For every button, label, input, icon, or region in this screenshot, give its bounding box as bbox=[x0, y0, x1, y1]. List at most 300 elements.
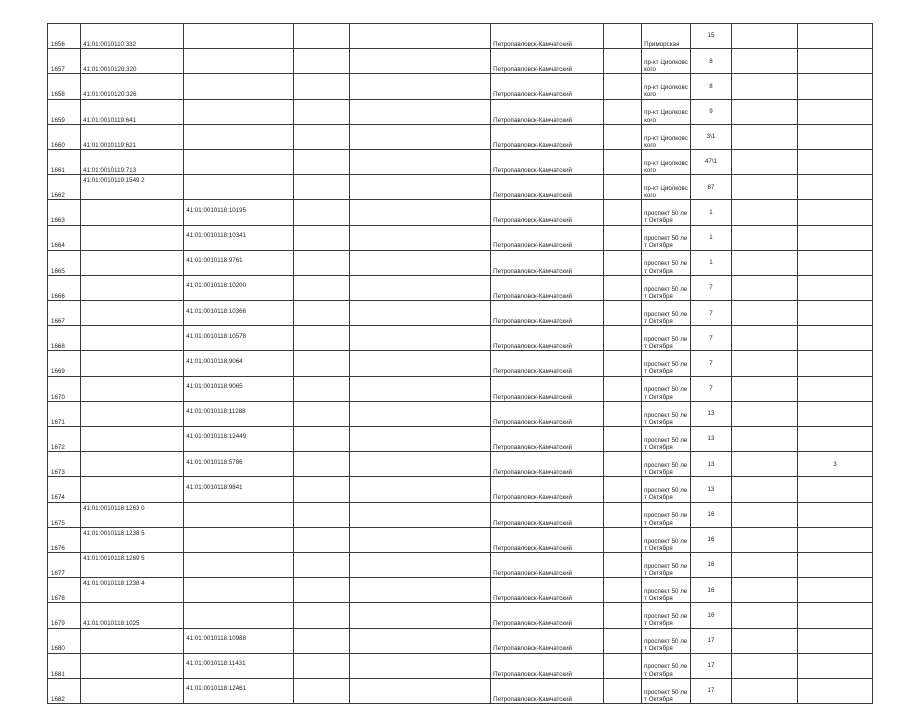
empty-cell bbox=[731, 603, 797, 628]
street-cell bbox=[642, 275, 691, 300]
city-name: Петропавловск-Камчатский bbox=[493, 40, 572, 48]
street-cell bbox=[642, 149, 691, 174]
street-cell bbox=[642, 502, 691, 527]
premises-cadastral-number-cell bbox=[184, 49, 293, 74]
table-row bbox=[48, 376, 873, 401]
city-cell bbox=[491, 24, 604, 49]
city-cell bbox=[491, 678, 604, 703]
street-cell bbox=[642, 326, 691, 351]
empty-cell bbox=[731, 275, 797, 300]
empty-cell bbox=[604, 351, 642, 376]
table-row bbox=[48, 502, 873, 527]
premises-cadastral-number: 41:01:0010118:10578 bbox=[186, 332, 247, 340]
street-cell bbox=[642, 603, 691, 628]
premises-cadastral-number-cell bbox=[184, 24, 293, 49]
row-number-cell bbox=[48, 552, 81, 577]
row-number: 1666 bbox=[51, 292, 65, 300]
premises-cadastral-number: 41:01:0010118:11288 bbox=[186, 408, 246, 416]
street-name: проспект 50 лет Октября bbox=[644, 613, 688, 628]
cadastral-number-cell bbox=[81, 149, 184, 174]
street-cell bbox=[642, 552, 691, 577]
house-number-cell bbox=[691, 527, 732, 552]
empty-cell bbox=[604, 24, 642, 49]
empty-cell bbox=[349, 427, 490, 452]
empty-cell bbox=[293, 603, 349, 628]
row-number-cell bbox=[48, 527, 81, 552]
street-cell bbox=[642, 653, 691, 678]
extra-value-cell bbox=[798, 351, 873, 376]
street-name: проспект 50 лет Октября bbox=[644, 688, 688, 703]
empty-cell bbox=[293, 250, 349, 275]
table-row bbox=[48, 326, 873, 351]
empty-cell bbox=[349, 603, 490, 628]
street-cell bbox=[642, 452, 691, 477]
premises-cadastral-number-cell bbox=[184, 326, 293, 351]
street-cell bbox=[642, 124, 691, 149]
city-name: Петропавловск-Камчатский bbox=[493, 343, 572, 351]
row-number-cell bbox=[48, 149, 81, 174]
empty-cell bbox=[349, 301, 490, 326]
house-number: 7 bbox=[709, 309, 713, 317]
empty-cell bbox=[349, 527, 490, 552]
street-cell bbox=[642, 49, 691, 74]
street-name: проспект 50 лет Октября bbox=[644, 512, 688, 527]
premises-cadastral-number: 41:01:0010118:10195 bbox=[186, 206, 247, 214]
city-cell bbox=[491, 477, 604, 502]
extra-value-cell bbox=[798, 401, 873, 426]
house-number-cell bbox=[691, 578, 732, 603]
row-number-cell bbox=[48, 250, 81, 275]
row-number-cell bbox=[48, 326, 81, 351]
cadastral-number: 41:01:0010120:326 bbox=[83, 91, 137, 99]
house-number-cell bbox=[691, 552, 732, 577]
empty-cell bbox=[731, 326, 797, 351]
table-row bbox=[48, 628, 873, 653]
row-number: 1680 bbox=[51, 645, 65, 653]
row-number-cell bbox=[48, 502, 81, 527]
premises-cadastral-number: 41:01:0010118:10366 bbox=[186, 307, 247, 315]
table-row bbox=[48, 275, 873, 300]
row-number-cell bbox=[48, 603, 81, 628]
street-name: Приморская bbox=[644, 40, 680, 48]
house-number: 13 bbox=[707, 460, 715, 468]
cadastral-number-cell bbox=[81, 552, 184, 577]
street-name: проспект 50 лет Октября bbox=[644, 663, 688, 678]
house-number-cell bbox=[691, 502, 732, 527]
row-number-cell bbox=[48, 376, 81, 401]
extra-value-cell bbox=[798, 149, 873, 174]
house-number: 1 bbox=[709, 208, 713, 216]
city-name: Петропавловск-Камчатский bbox=[493, 620, 572, 628]
empty-cell bbox=[293, 351, 349, 376]
cadastral-number-cell bbox=[81, 376, 184, 401]
street-name: пр-кт Циолковского bbox=[644, 184, 688, 200]
premises-cadastral-number: 41:01:0010118:9841 bbox=[186, 483, 243, 491]
table-row bbox=[48, 49, 873, 74]
table-row bbox=[48, 99, 873, 124]
cadastral-number-cell bbox=[81, 351, 184, 376]
empty-cell bbox=[293, 99, 349, 124]
row-number-cell bbox=[48, 175, 81, 200]
house-number: 47\1 bbox=[704, 158, 717, 166]
city-cell bbox=[491, 653, 604, 678]
empty-cell bbox=[349, 401, 490, 426]
row-number: 1661 bbox=[51, 166, 65, 174]
premises-cadastral-number: 41:01:0010118:10988 bbox=[186, 634, 247, 642]
row-number-cell bbox=[48, 477, 81, 502]
table-body bbox=[48, 24, 873, 704]
empty-cell bbox=[731, 376, 797, 401]
premises-cadastral-number-cell bbox=[184, 200, 293, 225]
table-row bbox=[48, 124, 873, 149]
house-number: 17 bbox=[707, 636, 715, 644]
row-number: 1669 bbox=[51, 368, 65, 376]
premises-cadastral-number-cell bbox=[184, 149, 293, 174]
cadastral-number-cell bbox=[81, 502, 184, 527]
empty-cell bbox=[731, 74, 797, 99]
row-number-cell bbox=[48, 74, 81, 99]
table-row bbox=[48, 24, 873, 49]
cadastral-number-cell bbox=[81, 275, 184, 300]
house-number-cell bbox=[691, 678, 732, 703]
empty-cell bbox=[604, 124, 642, 149]
house-number-cell bbox=[691, 175, 732, 200]
city-name: Петропавловск-Камчатский bbox=[493, 141, 572, 149]
empty-cell bbox=[293, 49, 349, 74]
empty-cell bbox=[293, 74, 349, 99]
row-number: 1668 bbox=[51, 343, 65, 351]
empty-cell bbox=[293, 628, 349, 653]
table-row bbox=[48, 175, 873, 200]
city-name: Петропавловск-Камчатский bbox=[493, 116, 572, 124]
extra-value-cell bbox=[798, 124, 873, 149]
empty-cell bbox=[604, 250, 642, 275]
premises-cadastral-number: 41:01:0010118:9064 bbox=[186, 357, 243, 365]
empty-cell bbox=[731, 401, 797, 426]
premises-cadastral-number-cell bbox=[184, 628, 293, 653]
premises-cadastral-number-cell bbox=[184, 124, 293, 149]
city-cell bbox=[491, 99, 604, 124]
cadastral-number: 41:01:0010118:1238 5 bbox=[83, 529, 145, 537]
extra-value: 3 bbox=[833, 460, 837, 468]
house-number-cell bbox=[691, 74, 732, 99]
house-number: 13 bbox=[707, 435, 715, 443]
cadastral-number: 41:01:0010119:713 bbox=[83, 166, 137, 174]
empty-cell bbox=[293, 502, 349, 527]
row-number: 1667 bbox=[51, 318, 65, 326]
row-number: 1659 bbox=[51, 116, 65, 124]
city-name: Петропавловск-Камчатский bbox=[493, 519, 572, 527]
premises-cadastral-number-cell bbox=[184, 427, 293, 452]
cadastral-number: 41:01:0010118:1025 bbox=[83, 620, 140, 628]
extra-value-cell bbox=[798, 49, 873, 74]
row-number: 1675 bbox=[51, 519, 65, 527]
extra-value-cell bbox=[798, 24, 873, 49]
empty-cell bbox=[731, 628, 797, 653]
extra-value-cell bbox=[798, 628, 873, 653]
empty-cell bbox=[349, 124, 490, 149]
street-cell bbox=[642, 74, 691, 99]
premises-cadastral-number: 41:01:0010118:10200 bbox=[186, 282, 247, 290]
extra-value-cell bbox=[798, 603, 873, 628]
empty-cell bbox=[731, 351, 797, 376]
cadastral-number-cell bbox=[81, 175, 184, 200]
empty-cell bbox=[349, 275, 490, 300]
extra-value-cell bbox=[798, 552, 873, 577]
premises-cadastral-number-cell bbox=[184, 603, 293, 628]
empty-cell bbox=[604, 653, 642, 678]
house-number: 13 bbox=[707, 485, 715, 493]
street-name: проспект 50 лет Октября bbox=[644, 285, 688, 300]
empty-cell bbox=[349, 74, 490, 99]
empty-cell bbox=[731, 578, 797, 603]
house-number: 1 bbox=[709, 233, 713, 241]
empty-cell bbox=[604, 175, 642, 200]
empty-cell bbox=[604, 452, 642, 477]
city-cell bbox=[491, 401, 604, 426]
house-number-cell bbox=[691, 376, 732, 401]
house-number: 1 bbox=[709, 259, 713, 267]
city-name: Петропавловск-Камчатский bbox=[493, 670, 572, 678]
street-cell bbox=[642, 250, 691, 275]
cadastral-number-cell bbox=[81, 301, 184, 326]
city-cell bbox=[491, 74, 604, 99]
cadastral-number: 41:01:0010118:1263 0 bbox=[83, 504, 145, 512]
empty-cell bbox=[349, 175, 490, 200]
street-cell bbox=[642, 427, 691, 452]
city-cell bbox=[491, 49, 604, 74]
city-name: Петропавловск-Камчатский bbox=[493, 242, 572, 250]
city-name: Петропавловск-Камчатский bbox=[493, 695, 572, 703]
row-number: 1672 bbox=[51, 443, 65, 451]
city-cell bbox=[491, 200, 604, 225]
table-row bbox=[48, 351, 873, 376]
empty-cell bbox=[604, 427, 642, 452]
extra-value-cell bbox=[798, 99, 873, 124]
cadastral-number-cell bbox=[81, 452, 184, 477]
cadastral-number-cell bbox=[81, 628, 184, 653]
empty-cell bbox=[349, 49, 490, 74]
premises-cadastral-number-cell bbox=[184, 351, 293, 376]
street-name: проспект 50 лет Октября bbox=[644, 210, 688, 225]
premises-cadastral-number-cell bbox=[184, 477, 293, 502]
empty-cell bbox=[604, 225, 642, 250]
extra-value-cell bbox=[798, 175, 873, 200]
cadastral-number-cell bbox=[81, 24, 184, 49]
table-row bbox=[48, 225, 873, 250]
house-number-cell bbox=[691, 250, 732, 275]
empty-cell bbox=[604, 275, 642, 300]
city-name: Петропавловск-Камчатский bbox=[493, 393, 572, 401]
empty-cell bbox=[604, 502, 642, 527]
house-number-cell bbox=[691, 351, 732, 376]
street-cell bbox=[642, 225, 691, 250]
empty-cell bbox=[604, 200, 642, 225]
row-number-cell bbox=[48, 628, 81, 653]
cadastral-number: 41:01:0010118:1269 5 bbox=[83, 554, 145, 562]
row-number: 1673 bbox=[51, 469, 65, 477]
registry-table bbox=[47, 23, 873, 704]
row-number-cell bbox=[48, 678, 81, 703]
empty-cell bbox=[604, 149, 642, 174]
row-number: 1677 bbox=[51, 569, 65, 577]
house-number: 7 bbox=[709, 385, 713, 393]
table-row bbox=[48, 452, 873, 477]
extra-value-cell bbox=[798, 678, 873, 703]
empty-cell bbox=[293, 200, 349, 225]
house-number-cell bbox=[691, 477, 732, 502]
row-number-cell bbox=[48, 351, 81, 376]
cadastral-number: 41:01:0010119:641 bbox=[83, 116, 137, 124]
empty-cell bbox=[293, 527, 349, 552]
house-number-cell bbox=[691, 24, 732, 49]
city-name: Петропавловск-Камчатский bbox=[493, 318, 572, 326]
cadastral-number-cell bbox=[81, 200, 184, 225]
premises-cadastral-number-cell bbox=[184, 275, 293, 300]
row-number-cell bbox=[48, 427, 81, 452]
empty-cell bbox=[604, 678, 642, 703]
premises-cadastral-number: 41:01:0010118:10341 bbox=[186, 231, 247, 239]
cadastral-number: 41:01:0010110:332 bbox=[83, 40, 137, 48]
empty-cell bbox=[293, 149, 349, 174]
empty-cell bbox=[731, 653, 797, 678]
street-name: пр-кт Циолковского bbox=[644, 134, 688, 149]
empty-cell bbox=[604, 603, 642, 628]
empty-cell bbox=[604, 49, 642, 74]
row-number-cell bbox=[48, 301, 81, 326]
empty-cell bbox=[293, 401, 349, 426]
city-name: Петропавловск-Камчатский bbox=[493, 418, 572, 426]
premises-cadastral-number-cell bbox=[184, 99, 293, 124]
row-number: 1679 bbox=[51, 620, 65, 628]
extra-value-cell bbox=[798, 301, 873, 326]
empty-cell bbox=[349, 477, 490, 502]
premises-cadastral-number-cell bbox=[184, 301, 293, 326]
cadastral-number-cell bbox=[81, 578, 184, 603]
table-row bbox=[48, 427, 873, 452]
house-number-cell bbox=[691, 225, 732, 250]
empty-cell bbox=[293, 427, 349, 452]
street-cell bbox=[642, 401, 691, 426]
premises-cadastral-number-cell bbox=[184, 552, 293, 577]
street-name: проспект 50 лет Октября bbox=[644, 260, 688, 275]
extra-value-cell bbox=[798, 452, 873, 477]
house-number-cell bbox=[691, 99, 732, 124]
house-number: 16 bbox=[707, 536, 715, 544]
row-number: 1664 bbox=[51, 242, 65, 250]
extra-value-cell bbox=[798, 275, 873, 300]
city-cell bbox=[491, 149, 604, 174]
empty-cell bbox=[293, 653, 349, 678]
house-number-cell bbox=[691, 603, 732, 628]
street-name: пр-кт Циолковского bbox=[644, 58, 688, 74]
city-cell bbox=[491, 452, 604, 477]
city-cell bbox=[491, 552, 604, 577]
empty-cell bbox=[731, 427, 797, 452]
table-row bbox=[48, 678, 873, 703]
house-number-cell bbox=[691, 427, 732, 452]
house-number: 7 bbox=[709, 359, 713, 367]
house-number: 15 bbox=[707, 32, 715, 40]
table-row bbox=[48, 477, 873, 502]
city-name: Петропавловск-Камчатский bbox=[493, 91, 572, 99]
cadastral-number: 41:01:0010119:1549 2 bbox=[83, 177, 145, 185]
house-number: 16 bbox=[707, 511, 715, 519]
row-number-cell bbox=[48, 578, 81, 603]
empty-cell bbox=[293, 552, 349, 577]
cadastral-number-cell bbox=[81, 225, 184, 250]
premises-cadastral-number: 41:01:0010118:11431 bbox=[186, 660, 246, 668]
premises-cadastral-number-cell bbox=[184, 653, 293, 678]
city-cell bbox=[491, 527, 604, 552]
house-number-cell bbox=[691, 653, 732, 678]
city-cell bbox=[491, 628, 604, 653]
street-cell bbox=[642, 200, 691, 225]
cadastral-number-cell bbox=[81, 401, 184, 426]
street-name: проспект 50 лет Октября bbox=[644, 562, 688, 577]
street-name: проспект 50 лет Октября bbox=[644, 235, 688, 250]
city-name: Петропавловск-Камчатский bbox=[493, 645, 572, 653]
premises-cadastral-number-cell bbox=[184, 502, 293, 527]
empty-cell bbox=[349, 200, 490, 225]
city-name: Петропавловск-Камчатский bbox=[493, 368, 572, 376]
extra-value-cell bbox=[798, 376, 873, 401]
row-number-cell bbox=[48, 401, 81, 426]
house-number-cell bbox=[691, 200, 732, 225]
row-number: 1657 bbox=[51, 66, 65, 74]
premises-cadastral-number-cell bbox=[184, 225, 293, 250]
house-number: 9 bbox=[709, 108, 713, 116]
premises-cadastral-number: 41:01:0010118:5786 bbox=[186, 458, 243, 466]
row-number-cell bbox=[48, 99, 81, 124]
cadastral-number-cell bbox=[81, 477, 184, 502]
street-name: проспект 50 лет Октября bbox=[644, 587, 688, 603]
empty-cell bbox=[293, 578, 349, 603]
extra-value-cell bbox=[798, 578, 873, 603]
table-row bbox=[48, 200, 873, 225]
empty-cell bbox=[731, 678, 797, 703]
house-number: 7 bbox=[709, 334, 713, 342]
empty-cell bbox=[293, 452, 349, 477]
empty-cell bbox=[604, 628, 642, 653]
street-name: проспект 50 лет Октября bbox=[644, 436, 688, 451]
extra-value-cell bbox=[798, 477, 873, 502]
premises-cadastral-number-cell bbox=[184, 175, 293, 200]
row-number: 1671 bbox=[51, 418, 65, 426]
house-number: 17 bbox=[707, 662, 715, 670]
row-number-cell bbox=[48, 653, 81, 678]
row-number: 1670 bbox=[51, 393, 65, 401]
city-name: Петропавловск-Камчатский bbox=[493, 166, 572, 174]
empty-cell bbox=[349, 99, 490, 124]
empty-cell bbox=[349, 578, 490, 603]
cadastral-number-cell bbox=[81, 653, 184, 678]
premises-cadastral-number-cell bbox=[184, 376, 293, 401]
premises-cadastral-number-cell bbox=[184, 74, 293, 99]
extra-value-cell bbox=[798, 527, 873, 552]
city-name: Петропавловск-Камчатский bbox=[493, 595, 572, 603]
empty-cell bbox=[604, 401, 642, 426]
empty-cell bbox=[349, 452, 490, 477]
city-name: Петропавловск-Камчатский bbox=[493, 469, 572, 477]
empty-cell bbox=[349, 628, 490, 653]
house-number-cell bbox=[691, 452, 732, 477]
empty-cell bbox=[349, 351, 490, 376]
cadastral-number-cell bbox=[81, 124, 184, 149]
cadastral-number-cell bbox=[81, 678, 184, 703]
premises-cadastral-number-cell bbox=[184, 401, 293, 426]
cadastral-number: 41:01:0010118:1238 4 bbox=[83, 580, 145, 588]
